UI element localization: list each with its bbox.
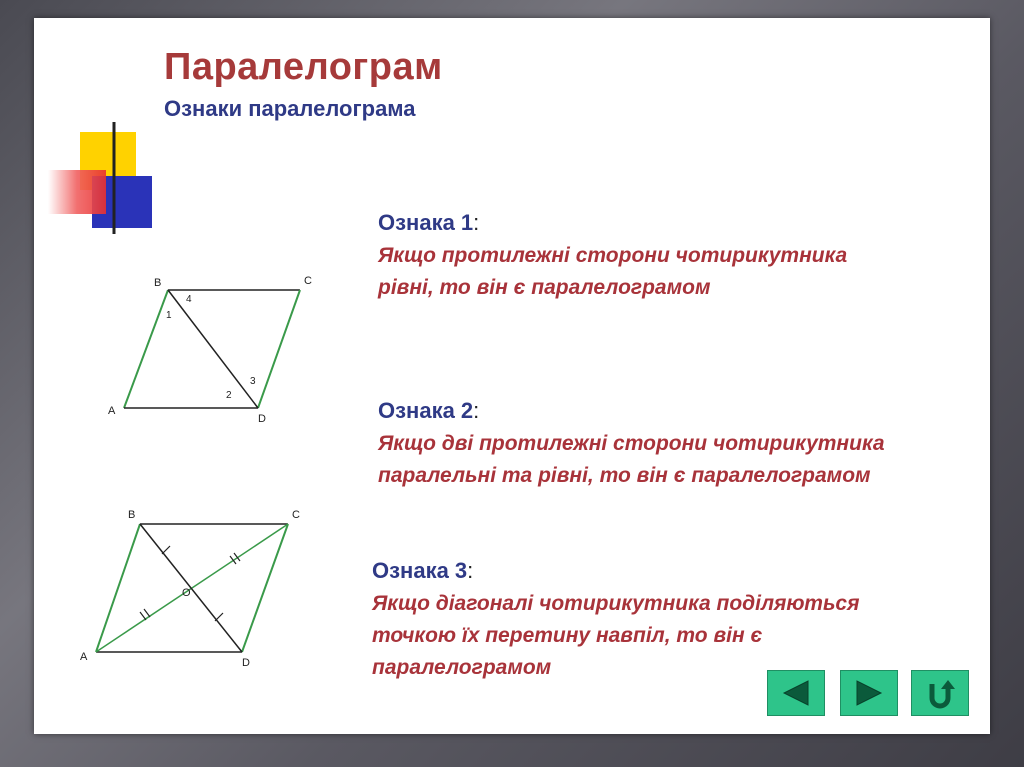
page-title: Паралелограм (164, 46, 443, 88)
vertex-b-label: B (154, 277, 162, 289)
sign-1-text: Якщо протилежні сторони чотирикутника рівні, то він є паралелограмом (378, 244, 848, 299)
angle-3-label: 3 (250, 376, 256, 387)
center-o-label: O (182, 587, 191, 599)
side-ab (96, 524, 140, 652)
vertex-c-label: C (304, 275, 312, 287)
next-slide-button[interactable] (840, 670, 898, 716)
parallelogram-figure-2 (74, 504, 314, 684)
side-cd (258, 290, 300, 408)
blue-square (92, 176, 152, 228)
angle-4-label: 4 (186, 294, 192, 305)
previous-slide-button[interactable] (767, 670, 825, 716)
sign-1: Ознака 1: Якщо протилежні сторони чотирикутника рівні, то він є паралелограмом (378, 210, 898, 304)
side-cd (242, 524, 288, 652)
sign-2-text: Якщо дві протилежні сторони чотирикутника паралельні та рівні, то він є паралелограмом (378, 432, 885, 487)
sign-3: Ознака 3: Якщо діагоналі чотирикутника поділяються точкою їх перетину навпіл, то він є паралелограмом (372, 558, 932, 684)
side-ab (124, 290, 168, 408)
page-subtitle: Ознаки паралелограма (164, 96, 416, 121)
vertex-a-label: A (108, 405, 116, 417)
red-square (48, 170, 106, 214)
yellow-square (80, 132, 136, 190)
diagonal-ac (96, 524, 288, 652)
sign-1-heading: Ознака 1 (378, 210, 474, 235)
return-button[interactable] (911, 670, 969, 716)
slide (34, 18, 990, 734)
vertex-c-label: C (292, 509, 300, 521)
vertex-b-label: B (128, 509, 136, 521)
vertex-d-label: D (242, 657, 250, 669)
diagonal-bd (168, 290, 258, 408)
sign-2: Ознака 2: Якщо дві протилежні сторони чотирикутника паралельні та рівні, то він є паралелограмом (378, 398, 938, 492)
parallelogram-figure-1 (104, 268, 334, 438)
equal-tick-marks (140, 546, 240, 621)
vertex-d-label: D (258, 413, 266, 425)
sign-3-heading: Ознака 3 (372, 558, 468, 583)
sign-3-text: Якщо діагоналі чотирикутника поділяються точкою їх перетину навпіл, то він є паралелограмом (372, 592, 860, 679)
angle-1-label: 1 (166, 310, 172, 321)
vertex-a-label: A (80, 651, 88, 663)
triangle-left-icon (778, 678, 814, 708)
diagonal-bd (140, 524, 242, 652)
triangle-right-icon (851, 678, 887, 708)
sign-2-heading: Ознака 2 (378, 398, 474, 423)
angle-2-label: 2 (226, 390, 232, 401)
u-turn-arrow-icon (922, 676, 958, 710)
